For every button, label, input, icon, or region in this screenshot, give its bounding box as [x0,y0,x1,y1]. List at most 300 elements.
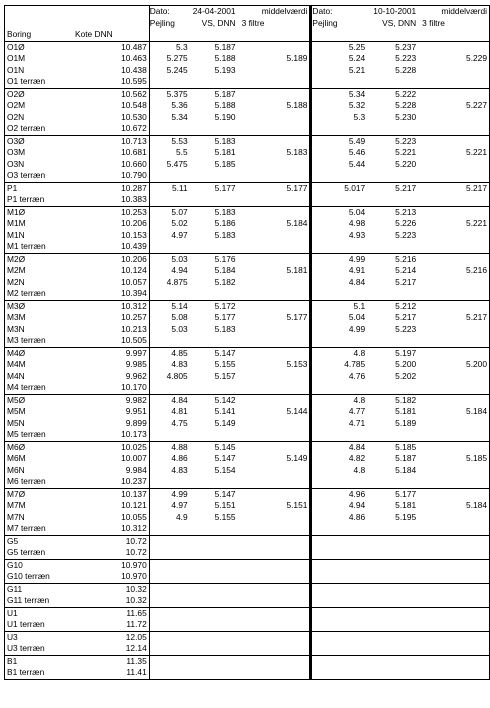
boring-cell: O1N [5,65,51,77]
vs-1-cell [188,595,236,607]
water-level-table [4,5,490,680]
boring-cell: P1 terræn [5,194,51,206]
pejling-2-cell [311,476,365,488]
middel-2-cell [416,112,489,124]
vs-1-cell: 5.181 [214,147,236,157]
middel-2-cell [416,277,489,289]
vs-1-cell: 5.177 [188,182,236,194]
middel-2-cell [416,230,489,242]
middel-2-cell [416,123,489,135]
kote-cell: 11.41 [51,667,149,679]
table-row [5,619,490,631]
vs-1-cell: 5.187 [188,41,236,53]
table-row [5,76,490,88]
kote-cell: 11.65 [51,607,149,619]
middel-1-cell [236,324,311,336]
middel-1-cell [236,631,311,643]
boring-cell: O1Ø [5,41,51,53]
boring-cell: M2N [5,277,51,289]
pejling-1-cell: 5.14 [149,300,187,312]
vs-2-cell [365,643,416,655]
table-row [5,206,490,218]
middel-2-cell [416,371,489,383]
pejling-1-cell: 5.11 [149,182,187,194]
vs-1-cell: 5.183 [188,135,236,147]
vs-1-cell: 5.155 [214,511,236,522]
kote-cell: 10.121 [51,500,149,512]
pejling-1-cell: 5.02 [171,218,188,228]
vs-1-cell: 5.172 [188,300,236,312]
table-row [5,112,490,124]
middel-2-cell [416,88,489,100]
pejling-1-cell: 5.03 [149,253,187,265]
pejling-1-cell: 5.34 [171,111,188,122]
pejling-label-1: Pejling [149,17,175,28]
middel-2-cell [416,667,489,679]
vs-1-cell: 5.151 [214,500,236,510]
kote-cell: 10.394 [51,288,149,300]
boring-cell: P1 [5,182,51,194]
pejling-1-cell [149,194,187,206]
date-1: 24-04-2001 [188,6,236,18]
table-row [5,441,490,453]
middel-2-cell [416,429,489,441]
vs-2-cell [365,583,416,595]
pejling-2-cell [311,123,365,135]
pejling-2-cell: 4.84 [311,441,365,453]
vs-2-cell: 5.220 [395,158,417,169]
boring-cell: M4Ø [5,347,51,359]
kote-cell: 10.713 [51,135,149,147]
kote-cell: 10.672 [51,123,149,135]
vs-1-cell: 5.187 [188,88,236,100]
kote-cell: 10.439 [51,241,149,253]
middel-1-cell [236,206,311,218]
middel-1-cell: 5.151 [236,500,311,512]
middel-1-cell [236,441,311,453]
vs-1-cell: 5.183 [188,206,236,218]
dato-label-2: Dato: [311,6,365,18]
pejling-1-cell: 4.81 [171,406,188,416]
table-row [5,123,490,135]
vs-2-cell: 5.181 [395,500,417,510]
kote-cell: 10.505 [51,335,149,347]
boring-cell: M4N [5,371,51,383]
boring-cell: M1N [5,230,51,242]
boring-cell: G10 [5,559,51,571]
boring-cell: M7N [5,512,51,524]
pejling-2-cell: 5.04 [348,312,366,322]
pejling-2-cell: 5.24 [348,53,366,63]
pejling-1-cell [149,619,187,631]
middel-1-cell [236,488,311,500]
boring-cell: M5M [5,406,51,418]
kote-cell: 10.124 [51,265,149,277]
middel-1-cell [236,523,311,535]
middel-1-cell: 5.181 [236,265,311,277]
table-row [5,418,490,430]
kote-cell: 10.237 [51,476,149,488]
table-row [5,288,490,300]
pejling-1-cell: 4.805 [166,370,188,381]
boring-cell: O2M [5,100,51,112]
pejling-2-cell [311,667,365,679]
pejling-2-cell: 4.82 [348,453,366,463]
vs-2-cell: 5.223 [365,135,416,147]
middel-label-1: middelværdi [236,6,311,18]
middel-1-cell [236,667,311,679]
middel-2-cell [416,655,489,667]
kote-cell: 10.660 [51,159,149,171]
boring-cell: M3 terræn [5,335,51,347]
table-row [5,41,490,53]
pejling-1-cell: 4.83 [171,359,188,369]
table-row [5,559,490,571]
vs-2-cell [365,667,416,679]
table-row [5,147,490,159]
kote-cell: 9.951 [51,406,149,418]
boring-cell: G11 terræn [5,595,51,607]
middel-2-cell: 5.216 [416,265,489,277]
middel-2-cell [416,559,489,571]
vs-2-cell: 5.185 [365,441,416,453]
middel-1-cell [236,288,311,300]
pejling-1-cell [149,655,187,667]
middel-2-cell: 5.184 [416,500,489,512]
middel-1-cell [236,535,311,547]
pejling-2-cell [311,631,365,643]
table-row [5,571,490,583]
middel-1-cell [236,429,311,441]
kote-cell: 10.383 [51,194,149,206]
vs-2-cell: 5.230 [395,111,417,122]
pejling-2-cell [311,523,365,535]
middel-2-cell [416,394,489,406]
vs-1-cell [188,571,236,583]
middel-2-cell [416,241,489,253]
table-row [5,65,490,77]
table-row [5,159,490,171]
pejling-1-cell [149,241,187,253]
kote-cell: 10.312 [51,300,149,312]
pejling-2-cell: 4.8 [311,347,365,359]
table-row [5,523,490,535]
pejling-1-cell: 5.275 [166,53,188,63]
vs-1-cell [188,76,236,88]
table-row [5,241,490,253]
middel-1-cell [236,253,311,265]
vs-1-cell: 5.183 [214,229,236,240]
vs-1-cell: 5.155 [214,359,236,369]
pejling-2-cell: 4.99 [348,323,366,334]
pejling-1-cell [149,523,187,535]
pejling-2-cell [311,655,365,667]
table-row [5,170,490,182]
vs-2-cell: 5.226 [395,218,417,228]
pejling-1-cell: 5.5 [175,147,188,157]
middel-2-cell [416,335,489,347]
middel-2-cell: 5.200 [416,359,489,371]
middel-1-cell [236,476,311,488]
pejling-1-cell: 4.94 [171,265,188,275]
pejling-1-cell: 4.84 [149,394,187,406]
pejling-2-cell: 4.93 [348,229,366,240]
middel-1-cell [236,88,311,100]
pejling-2-cell [311,643,365,655]
table-row [5,277,490,289]
kote-cell: 10.595 [51,76,149,88]
middel-1-cell [236,159,311,171]
kote-cell: 9.997 [51,347,149,359]
middel-1-cell [236,382,311,394]
pejling-2-cell: 5.3 [353,111,366,122]
pejling-2-cell: 4.71 [348,417,366,428]
table-row [5,335,490,347]
pejling-1-cell [149,643,187,655]
vs-1-cell [188,583,236,595]
boring-cell: M6Ø [5,441,51,453]
vs-2-cell: 5.217 [365,182,416,194]
pejling-2-cell: 4.91 [348,265,366,275]
vs-1-cell: 5.142 [188,394,236,406]
middel-1-cell [236,230,311,242]
pejling-2-cell [311,382,365,394]
vs-2-cell [365,619,416,631]
middel-1-cell [236,371,311,383]
pejling-1-cell: 5.08 [171,312,188,322]
middel-label-2: middelværdi [416,6,489,18]
pejling-2-cell [311,170,365,182]
vs-2-cell: 5.212 [365,300,416,312]
table-row [5,465,490,477]
middel-1-cell [236,194,311,206]
table-row [5,500,490,512]
vs-2-cell [365,595,416,607]
boring-cell: U1 terræn [5,619,51,631]
boring-cell: M6N [5,465,51,477]
table-row [5,607,490,619]
middel-2-cell: 5.184 [416,406,489,418]
vs-1-cell [188,547,236,559]
middel-1-cell [236,512,311,524]
vs-2-cell [365,523,416,535]
middel-2-cell [416,300,489,312]
middel-2-cell [416,535,489,547]
vs-label-1: VS, DNN [201,17,236,28]
pejling-1-cell [149,583,187,595]
middel-1-cell [236,643,311,655]
pejling-2-cell: 4.76 [348,370,366,381]
vs-2-cell [365,123,416,135]
boring-cell: M2 terræn [5,288,51,300]
pejling-2-cell [311,335,365,347]
pejling-2-cell [311,571,365,583]
kote-cell: 10.970 [51,559,149,571]
middel-2-cell [416,206,489,218]
kote-cell: 10.562 [51,88,149,100]
middel-1-cell: 5.184 [236,218,311,230]
middel-1-cell [236,619,311,631]
boring-cell: M4M [5,359,51,371]
vs-2-cell: 5.184 [395,464,417,475]
middel-1-cell: 5.189 [236,53,311,65]
pejling-1-cell: 4.9 [175,511,188,522]
vs-1-cell: 5.193 [214,64,236,75]
vs-1-cell: 5.154 [214,464,236,475]
vs-1-cell [188,559,236,571]
boring-cell: O2 terræn [5,123,51,135]
middel-2-cell: 5.227 [416,100,489,112]
vs-1-cell: 5.157 [214,370,236,381]
pejling-1-cell [149,76,187,88]
pejling-1-cell: 4.75 [171,417,188,428]
middel-2-cell [416,41,489,53]
pejling-2-cell: 5.1 [311,300,365,312]
pejling-1-cell [149,476,187,488]
middel-2-cell [416,382,489,394]
kote-cell: 9.984 [51,465,149,477]
kote-cell: 9.985 [51,359,149,371]
middel-1-cell [236,607,311,619]
table-row [5,182,490,194]
pejling-1-cell [149,335,187,347]
middel-2-cell [416,253,489,265]
vs-1-cell: 5.182 [214,276,236,287]
middel-2-cell [416,441,489,453]
date-2: 10-10-2001 [365,6,416,18]
middel-2-cell [416,619,489,631]
vs-1-cell [188,170,236,182]
table-row [5,595,490,607]
vs-1-cell: 5.190 [214,111,236,122]
vs-1-cell: 5.147 [214,453,236,463]
vs-1-cell: 5.176 [188,253,236,265]
middel-1-cell [236,65,311,77]
pejling-1-cell: 5.53 [149,135,187,147]
vs-1-cell: 5.177 [214,312,236,322]
middel-1-cell [236,241,311,253]
middel-2-cell [416,159,489,171]
pejling-2-cell: 4.8 [311,394,365,406]
kote-cell: 10.530 [51,112,149,124]
vs-2-cell [365,288,416,300]
table-row [5,194,490,206]
vs-2-cell [365,607,416,619]
pejling-1-cell [149,382,187,394]
vs-2-cell: 5.228 [395,100,417,110]
vs-2-cell [365,76,416,88]
pejling-2-cell: 4.77 [348,406,366,416]
vs-1-cell: 5.183 [214,323,236,334]
table-row [5,453,490,465]
vs-1-cell: 5.184 [214,265,236,275]
vs-2-cell: 5.223 [395,323,417,334]
vs-2-cell: 5.222 [365,88,416,100]
boring-cell: B1 [5,655,51,667]
pejling-1-cell [149,123,187,135]
middel-1-cell [236,583,311,595]
pejling-1-cell: 4.83 [171,464,188,475]
vs-1-cell [188,667,236,679]
pejling-1-cell [149,607,187,619]
pejling-1-cell: 4.86 [171,453,188,463]
vs-1-cell [188,523,236,535]
vs-2-cell: 5.216 [365,253,416,265]
middel-1-cell [236,571,311,583]
table-row [5,406,490,418]
kote-cell: 10.213 [51,324,149,336]
pejling-2-cell: 5.44 [348,158,366,169]
middel-2-cell: 5.217 [416,182,489,194]
boring-cell: M5Ø [5,394,51,406]
vs-2-cell [365,476,416,488]
vs-2-cell: 5.223 [395,53,417,63]
vs-1-cell [188,631,236,643]
middel-1-cell: 5.144 [236,406,311,418]
vs-2-cell: 5.223 [395,229,417,240]
pejling-1-cell [149,547,187,559]
pejling-1-cell [149,170,187,182]
kote-cell: 10.007 [51,453,149,465]
middel-2-cell [416,288,489,300]
pejling-1-cell [149,429,187,441]
boring-cell: G11 [5,583,51,595]
header-row-1 [5,6,490,18]
kote-cell: 11.72 [51,619,149,631]
middel-2-cell: 5.221 [416,147,489,159]
boring-cell: G10 terræn [5,571,51,583]
vs-1-cell: 5.188 [214,53,236,63]
boring-cell: O3N [5,159,51,171]
pejling-1-cell [149,288,187,300]
vs-2-cell [365,241,416,253]
pejling-2-cell [311,241,365,253]
kote-cell: 10.257 [51,312,149,324]
middel-1-cell: 5.149 [236,453,311,465]
pejling-1-cell: 5.03 [171,323,188,334]
vs-1-cell [188,241,236,253]
vs-2-cell [365,547,416,559]
pejling-2-cell: 5.32 [348,100,366,110]
pejling-1-cell [149,631,187,643]
boring-cell: M1M [5,218,51,230]
table-row [5,88,490,100]
kote-cell: 10.72 [51,547,149,559]
pejling-2-cell: 4.84 [348,276,366,287]
table-row [5,476,490,488]
pejling-2-cell: 4.98 [348,218,366,228]
pejling-1-cell: 5.475 [166,158,188,169]
kote-cell: 10.137 [51,488,149,500]
kote-label: Kote DNN [51,29,149,41]
pejling-2-cell [311,429,365,441]
vs-1-cell: 5.185 [214,158,236,169]
kote-cell: 10.32 [51,595,149,607]
pejling-1-cell: 5.3 [149,41,187,53]
table-row [5,512,490,524]
table-row [5,667,490,679]
vs-2-cell [365,170,416,182]
pejling-2-cell: 4.99 [311,253,365,265]
boring-cell: U3 [5,631,51,643]
vs-2-cell [365,631,416,643]
pejling-2-cell [311,607,365,619]
dato-label-1: Dato: [149,6,187,18]
vs-2-cell: 5.202 [395,370,417,381]
pejling-1-cell [149,559,187,571]
boring-cell: M2Ø [5,253,51,265]
table-row [5,347,490,359]
